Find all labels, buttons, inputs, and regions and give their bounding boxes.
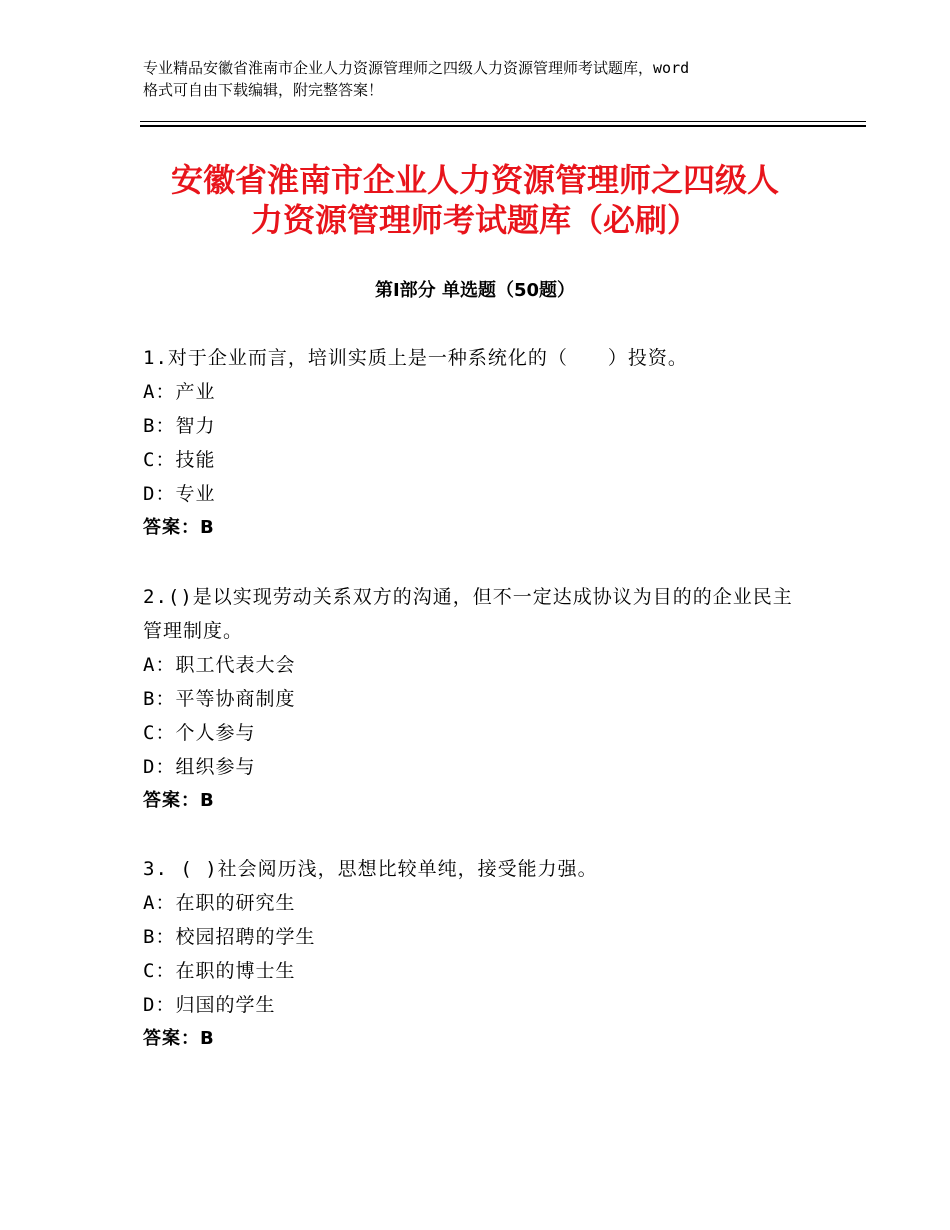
option-c: C：在职的博士生 bbox=[143, 960, 296, 982]
header-line-2: 格式可自由下载编辑，附完整答案！ bbox=[143, 81, 384, 99]
option-a: A：产业 bbox=[143, 381, 216, 403]
question-3 bbox=[143, 852, 803, 1056]
header-divider-thick bbox=[140, 125, 866, 127]
question-stem: 2.()是以实现劳动关系双方的沟通，但不一定达成协议为目的的企业民主管理制度。 bbox=[143, 586, 793, 642]
header-line-1: 专业精品安徽省淮南市企业人力资源管理师之四级人力资源管理师考试题库，word bbox=[143, 59, 690, 77]
answer: 答案：B bbox=[143, 790, 215, 811]
option-d: D：专业 bbox=[143, 483, 216, 505]
question-stem: 3. ( )社会阅历浅，思想比较单纯，接受能力强。 bbox=[143, 858, 598, 880]
option-a: A：在职的研究生 bbox=[143, 892, 296, 914]
question-stem: 1.对于企业而言，培训实质上是一种系统化的（ ）投资。 bbox=[143, 347, 688, 369]
title-line-2: 力资源管理师考试题库（必刷） bbox=[250, 201, 699, 239]
document-header bbox=[143, 57, 823, 101]
option-b: B：校园招聘的学生 bbox=[143, 926, 316, 948]
option-b: B：平等协商制度 bbox=[143, 688, 296, 710]
option-b: B：智力 bbox=[143, 415, 216, 437]
question-2 bbox=[143, 580, 803, 818]
question-1 bbox=[143, 341, 803, 545]
option-d: D：归国的学生 bbox=[143, 994, 276, 1016]
header-divider-thin bbox=[140, 121, 866, 122]
section-heading: 第Ⅰ部分 单选题（50题） bbox=[374, 280, 575, 301]
option-a: A：职工代表大会 bbox=[143, 654, 296, 676]
answer: 答案：B bbox=[143, 1028, 215, 1049]
answer: 答案：B bbox=[143, 517, 215, 538]
document-title bbox=[100, 160, 850, 240]
option-c: C：技能 bbox=[143, 449, 216, 471]
option-d: D：组织参与 bbox=[143, 756, 256, 778]
option-c: C：个人参与 bbox=[143, 722, 256, 744]
title-line-1: 安徽省淮南市企业人力资源管理师之四级人 bbox=[170, 161, 779, 199]
